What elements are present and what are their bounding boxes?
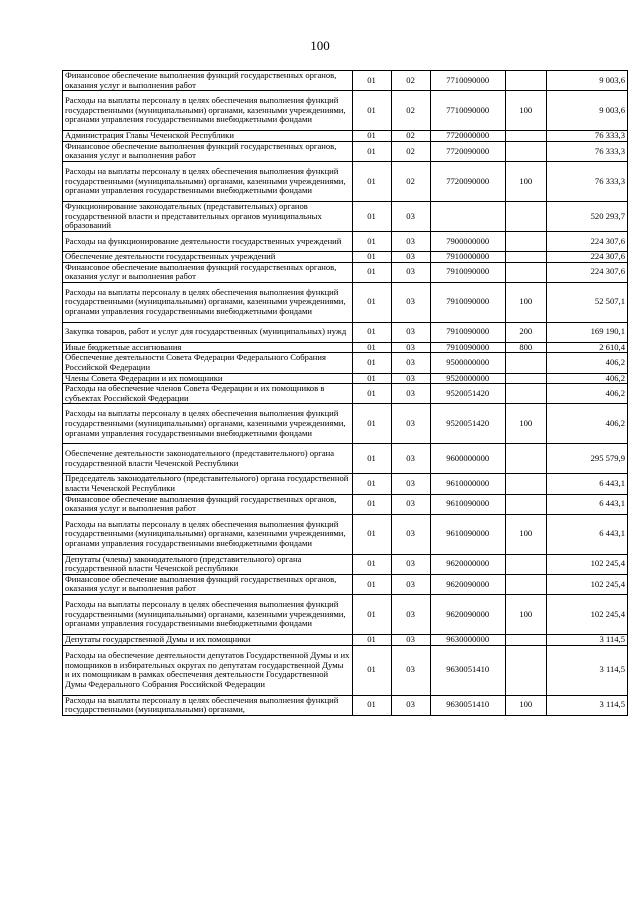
row-expense-type: 100 <box>505 695 546 715</box>
row-description: Председатель законодательного (представительного) органа государственной власти Чеченской Республики <box>63 474 353 494</box>
row-expense-type <box>505 444 546 474</box>
row-target-article: 9610000000 <box>430 474 505 494</box>
table-row <box>63 444 628 474</box>
row-target-article: 9610090000 <box>430 494 505 514</box>
row-target-article: 7720090000 <box>430 161 505 201</box>
row-subsection-code: 03 <box>391 514 430 554</box>
row-target-article: 9610090000 <box>430 514 505 554</box>
row-description: Расходы на выплаты персоналу в целях обеспечения выполнения функций государственными (муниципальными) органами, казенными учреждениями, органами управления государственными внебюджетными фондами <box>63 282 353 322</box>
row-amount: 76 333,3 <box>546 141 627 161</box>
row-expense-type: 100 <box>505 282 546 322</box>
table-row <box>63 404 628 444</box>
row-expense-type: 100 <box>505 161 546 201</box>
row-amount: 3 114,5 <box>546 695 627 715</box>
row-amount: 224 307,6 <box>546 262 627 282</box>
row-expense-type: 100 <box>505 404 546 444</box>
row-expense-type <box>505 71 546 91</box>
row-expense-type <box>505 262 546 282</box>
row-target-article: 9520000000 <box>430 373 505 384</box>
row-amount: 9 003,6 <box>546 71 627 91</box>
row-description: Расходы на обеспечение деятельности депутатов Государственной Думы и их помощников в избирательных округах по депутатам государственной Думы и их помощникам в рамках обеспечения деятельности Государственной Думы Федерального Собрания Российской Федерации <box>63 645 353 695</box>
row-subsection-code: 03 <box>391 251 430 262</box>
row-subsection-code: 03 <box>391 353 430 373</box>
row-subsection-code: 03 <box>391 635 430 646</box>
page-number: 100 <box>310 38 330 53</box>
row-amount: 6 443,1 <box>546 494 627 514</box>
row-section-code: 01 <box>352 322 391 342</box>
row-section-code: 01 <box>352 262 391 282</box>
row-section-code: 01 <box>352 141 391 161</box>
row-amount: 52 507,1 <box>546 282 627 322</box>
row-subsection-code: 02 <box>391 161 430 201</box>
row-subsection-code: 03 <box>391 342 430 353</box>
row-target-article: 7910090000 <box>430 262 505 282</box>
row-subsection-code: 03 <box>391 444 430 474</box>
row-expense-type <box>505 231 546 251</box>
row-target-article: 9600000000 <box>430 444 505 474</box>
row-section-code: 01 <box>352 494 391 514</box>
table-row <box>63 595 628 635</box>
table-row <box>63 282 628 322</box>
row-subsection-code: 03 <box>391 404 430 444</box>
row-expense-type: 200 <box>505 322 546 342</box>
row-expense-type <box>505 474 546 494</box>
row-description: Финансовое обеспечение выполнения функций государственных органов, оказания услуг и выполнения работ <box>63 494 353 514</box>
table-row <box>63 201 628 231</box>
row-section-code: 01 <box>352 554 391 574</box>
row-expense-type <box>505 384 546 404</box>
table-row <box>63 131 628 142</box>
row-expense-type: 100 <box>505 514 546 554</box>
row-amount: 224 307,6 <box>546 251 627 262</box>
row-target-article: 7710090000 <box>430 91 505 131</box>
row-subsection-code: 03 <box>391 554 430 574</box>
table-row <box>63 91 628 131</box>
row-section-code: 01 <box>352 695 391 715</box>
row-subsection-code: 03 <box>391 474 430 494</box>
row-section-code: 01 <box>352 514 391 554</box>
row-subsection-code: 02 <box>391 91 430 131</box>
row-expense-type <box>505 645 546 695</box>
row-target-article: 7910000000 <box>430 251 505 262</box>
row-amount: 224 307,6 <box>546 231 627 251</box>
row-description: Закупка товаров, работ и услуг для государственных (муниципальных) нужд <box>63 322 353 342</box>
row-amount: 169 190,1 <box>546 322 627 342</box>
budget-table-body <box>63 71 628 716</box>
row-description: Расходы на выплаты персоналу в целях обеспечения выполнения функций государственными (муниципальными) органами, казенными учреждениями, органами управления государственными внебюджетными фондами <box>63 91 353 131</box>
table-row <box>63 373 628 384</box>
row-amount: 406,2 <box>546 404 627 444</box>
row-amount: 2 610,4 <box>546 342 627 353</box>
row-description: Депутаты (члены) законодательного (представительного) органа государственной власти Чеченской республики <box>63 554 353 574</box>
row-description: Финансовое обеспечение выполнения функций государственных органов, оказания услуг и выполнения работ <box>63 71 353 91</box>
row-description: Расходы на выплаты персоналу в целях обеспечения выполнения функций государственными (муниципальными) органами, казенными учреждениями, органами управления государственными внебюджетными фондами <box>63 514 353 554</box>
row-amount: 406,2 <box>546 353 627 373</box>
row-description: Расходы на выплаты персоналу в целях обеспечения выполнения функций государственными (муниципальными) органами, казенными учреждениями, органами управления государственными внебюджетными фондами <box>63 595 353 635</box>
row-target-article: 9620090000 <box>430 574 505 594</box>
row-description: Обеспечение деятельности государственных учреждений <box>63 251 353 262</box>
row-section-code: 01 <box>352 595 391 635</box>
row-expense-type <box>505 574 546 594</box>
row-description: Обеспечение деятельности Совета Федерации Федерального Собрания Российской Федерации <box>63 353 353 373</box>
row-subsection-code: 02 <box>391 141 430 161</box>
table-row <box>63 384 628 404</box>
row-section-code: 01 <box>352 353 391 373</box>
row-subsection-code: 03 <box>391 373 430 384</box>
table-row <box>63 554 628 574</box>
row-section-code: 01 <box>352 404 391 444</box>
table-row <box>63 695 628 715</box>
row-target-article: 9630051410 <box>430 645 505 695</box>
row-description: Расходы на функционирование деятельности государственных учреждений <box>63 231 353 251</box>
table-row <box>63 71 628 91</box>
row-subsection-code: 03 <box>391 384 430 404</box>
row-description: Расходы на обеспечение членов Совета Федерации и их помощников в субъектах Российской Федерации <box>63 384 353 404</box>
row-subsection-code: 03 <box>391 574 430 594</box>
table-row <box>63 251 628 262</box>
row-amount: 406,2 <box>546 373 627 384</box>
row-expense-type: 100 <box>505 91 546 131</box>
row-section-code: 01 <box>352 201 391 231</box>
row-subsection-code: 03 <box>391 201 430 231</box>
row-target-article: 9500000000 <box>430 353 505 373</box>
row-target-article: 7910090000 <box>430 342 505 353</box>
table-row <box>63 574 628 594</box>
row-target-article: 9520051420 <box>430 384 505 404</box>
row-expense-type <box>505 494 546 514</box>
table-row <box>63 494 628 514</box>
table-row <box>63 141 628 161</box>
row-section-code: 01 <box>352 231 391 251</box>
row-section-code: 01 <box>352 282 391 322</box>
table-row <box>63 342 628 353</box>
row-expense-type <box>505 635 546 646</box>
row-section-code: 01 <box>352 71 391 91</box>
row-amount: 3 114,5 <box>546 645 627 695</box>
row-target-article: 9630000000 <box>430 635 505 646</box>
row-target-article: 9620090000 <box>430 595 505 635</box>
row-expense-type <box>505 251 546 262</box>
row-amount: 6 443,1 <box>546 474 627 494</box>
row-amount: 6 443,1 <box>546 514 627 554</box>
row-target-article: 7910090000 <box>430 322 505 342</box>
table-row <box>63 231 628 251</box>
budget-table <box>62 70 628 716</box>
table-row <box>63 262 628 282</box>
table-row <box>63 645 628 695</box>
row-section-code: 01 <box>352 161 391 201</box>
row-target-article: 9520051420 <box>430 404 505 444</box>
row-subsection-code: 03 <box>391 695 430 715</box>
row-target-article: 7910090000 <box>430 282 505 322</box>
row-section-code: 01 <box>352 574 391 594</box>
table-row <box>63 635 628 646</box>
row-amount: 76 333,3 <box>546 131 627 142</box>
row-amount: 295 579,9 <box>546 444 627 474</box>
row-description: Обеспечение деятельности законодательного (представительного) органа государственной власти Чеченской Республики <box>63 444 353 474</box>
table-row <box>63 474 628 494</box>
row-target-article: 9630051410 <box>430 695 505 715</box>
row-description: Депутаты государственной Думы и их помощники <box>63 635 353 646</box>
row-subsection-code: 03 <box>391 262 430 282</box>
row-section-code: 01 <box>352 474 391 494</box>
row-section-code: 01 <box>352 635 391 646</box>
row-amount: 9 003,6 <box>546 91 627 131</box>
row-target-article: 7720000000 <box>430 131 505 142</box>
row-target-article: 7720090000 <box>430 141 505 161</box>
row-amount: 406,2 <box>546 384 627 404</box>
row-subsection-code: 03 <box>391 322 430 342</box>
row-target-article <box>430 201 505 231</box>
row-amount: 102 245,4 <box>546 595 627 635</box>
row-subsection-code: 03 <box>391 595 430 635</box>
row-amount: 520 293,7 <box>546 201 627 231</box>
table-row <box>63 353 628 373</box>
row-section-code: 01 <box>352 645 391 695</box>
row-amount: 3 114,5 <box>546 635 627 646</box>
row-description: Члены Совета Федерации и их помощники <box>63 373 353 384</box>
row-description: Расходы на выплаты персоналу в целях обеспечения выполнения функций государственными (муниципальными) органами, <box>63 695 353 715</box>
row-amount: 102 245,4 <box>546 574 627 594</box>
row-expense-type <box>505 131 546 142</box>
row-section-code: 01 <box>352 131 391 142</box>
row-section-code: 01 <box>352 342 391 353</box>
row-target-article: 9620000000 <box>430 554 505 574</box>
row-target-article: 7710090000 <box>430 71 505 91</box>
row-expense-type <box>505 353 546 373</box>
row-subsection-code: 02 <box>391 71 430 91</box>
row-target-article: 7900000000 <box>430 231 505 251</box>
row-description: Функционирование законодательных (представительных) органов государственной власти и представительных органов муниципальных образований <box>63 201 353 231</box>
table-row <box>63 514 628 554</box>
row-expense-type <box>505 201 546 231</box>
row-section-code: 01 <box>352 384 391 404</box>
table-row <box>63 161 628 201</box>
row-section-code: 01 <box>352 444 391 474</box>
row-description: Финансовое обеспечение выполнения функций государственных органов, оказания услуг и выполнения работ <box>63 262 353 282</box>
row-section-code: 01 <box>352 91 391 131</box>
row-expense-type <box>505 141 546 161</box>
row-description: Администрация Главы Чеченской Республики <box>63 131 353 142</box>
row-description: Расходы на выплаты персоналу в целях обеспечения выполнения функций государственными (муниципальными) органами, казенными учреждениями, органами управления государственными внебюджетными фондами <box>63 404 353 444</box>
row-section-code: 01 <box>352 373 391 384</box>
row-description: Расходы на выплаты персоналу в целях обеспечения выполнения функций государственными (муниципальными) органами, казенными учреждениями, органами управления государственными внебюджетными фондами <box>63 161 353 201</box>
row-expense-type <box>505 373 546 384</box>
row-section-code: 01 <box>352 251 391 262</box>
row-expense-type: 100 <box>505 595 546 635</box>
row-description: Финансовое обеспечение выполнения функций государственных органов, оказания услуг и выполнения работ <box>63 574 353 594</box>
row-subsection-code: 03 <box>391 231 430 251</box>
row-subsection-code: 02 <box>391 131 430 142</box>
row-description: Иные бюджетные ассигнования <box>63 342 353 353</box>
row-amount: 102 245,4 <box>546 554 627 574</box>
row-expense-type: 800 <box>505 342 546 353</box>
row-subsection-code: 03 <box>391 645 430 695</box>
row-expense-type <box>505 554 546 574</box>
row-amount: 76 333,3 <box>546 161 627 201</box>
row-subsection-code: 03 <box>391 494 430 514</box>
table-row <box>63 322 628 342</box>
row-description: Финансовое обеспечение выполнения функций государственных органов, оказания услуг и выполнения работ <box>63 141 353 161</box>
row-subsection-code: 03 <box>391 282 430 322</box>
